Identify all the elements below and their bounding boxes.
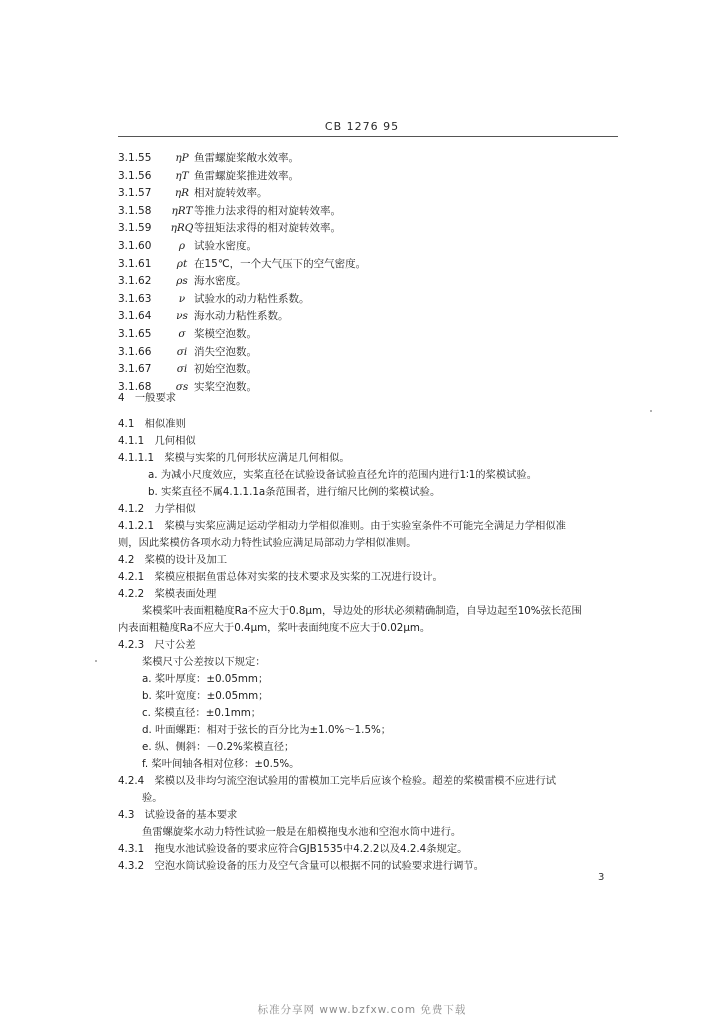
header-rule xyxy=(118,136,618,137)
standard-code-header: CB 1276 95 xyxy=(324,120,400,133)
section-heading-4-1-2: 4.1.2 力学相似 xyxy=(118,503,196,515)
symbol: ηT xyxy=(175,169,189,182)
clause-number: 3.1.56 xyxy=(118,169,152,182)
clause-4-3-2: 4.3.2 空泡水筒试验设备的压力及空气含量可以根据不同的试验要求进行调节。 xyxy=(118,860,484,872)
symbol: ηR xyxy=(174,187,190,200)
clause-4-1-1-1: 4.1.1.1 桨模与实桨的几何形状应满足几何相似。 xyxy=(118,452,350,464)
symbol: ηRQ xyxy=(170,222,194,235)
clause-number: 3.1.57 xyxy=(118,187,152,200)
watermark-footer: 标准分享网 www.bzfxw.com 免费下载 xyxy=(257,1004,467,1016)
symbol-definition: 试验水密度。 xyxy=(194,239,257,252)
symbol: σi xyxy=(176,363,188,376)
clause-4-2-2-line2: 内表面粗糙度Ra不应大于0.4μm，桨叶表面纯度不应大于0.02μm。 xyxy=(118,622,431,634)
clause-number: 3.1.59 xyxy=(118,222,152,235)
symbol-row xyxy=(118,150,618,168)
tolerance-item: d. 叶面螺距：相对于弦长的百分比为±1.0%～1.5%； xyxy=(142,724,392,736)
symbol-row xyxy=(118,291,618,309)
section-heading-4-1-1: 4.1.1 几何相似 xyxy=(118,435,196,447)
symbol-row xyxy=(118,168,618,186)
section-heading-4-2-2: 4.2.2 桨模表面处理 xyxy=(118,588,217,600)
tolerance-item: a. 桨叶厚度：±0.05mm； xyxy=(142,673,269,685)
symbol-list xyxy=(118,150,618,396)
symbol-row xyxy=(118,308,618,326)
symbol-definition: 海水密度。 xyxy=(194,275,247,288)
section-heading-4-2: 4.2 桨模的设计及加工 xyxy=(118,554,228,566)
tolerance-item: f. 桨叶间轴各相对位移：±0.5%。 xyxy=(142,758,300,770)
section-heading-4: 4 一般要求 xyxy=(118,392,177,404)
tolerance-intro: 桨模尺寸公差按以下规定： xyxy=(142,656,266,668)
clause-4-3-1: 4.3.1 拖曳水池试验设备的要求应符合GJB1535中4.2.2以及4.2.4条规定。 xyxy=(118,843,468,855)
clause-4-2-4-line2: 验。 xyxy=(142,792,163,804)
tolerance-item: c. 桨模直径：±0.1mm； xyxy=(142,707,262,719)
tolerance-item: b. 桨叶宽度：±0.05mm； xyxy=(142,690,269,702)
clause-4-2-1: 4.2.1 桨模应根据鱼雷总体对实桨的技术要求及实桨的工况进行设计。 xyxy=(118,571,443,583)
clause-number: 3.1.60 xyxy=(118,239,152,252)
section-heading-4-3: 4.3 试验设备的基本要求 xyxy=(118,809,238,821)
symbol: σ xyxy=(178,327,186,340)
symbol-definition: 桨模空泡数。 xyxy=(194,327,257,340)
tolerance-item: e. 纵、侧斜：－0.2%桨模直径； xyxy=(142,741,295,753)
symbol-row xyxy=(118,361,618,379)
page-number: 3 xyxy=(598,872,605,883)
symbol-definition: 消失空泡数。 xyxy=(194,345,257,358)
symbol-row xyxy=(118,203,618,221)
clause-4-1-2-1-line1: 4.1.2.1 桨模与实桨应满足运动学相动力学相似准则。由于实验室条件不可能完全满足力学相似准 xyxy=(118,520,566,532)
clause-number: 3.1.64 xyxy=(118,310,152,323)
clause-4-1-1-1b: b. 实桨直径不属4.1.1.1a条范围者，进行缩尺比例的桨模试验。 xyxy=(148,486,441,498)
clause-number: 3.1.66 xyxy=(118,345,152,358)
clause-number: 3.1.67 xyxy=(118,363,152,376)
section-heading-4-1: 4.1 相似准则 xyxy=(118,418,186,430)
clause-4-2-2-line1: 桨模桨叶表面粗糙度Ra不应大于0.8μm，导边处的形状必须精确制造，自导边起至10%弦长范围 xyxy=(142,605,582,617)
scan-speck xyxy=(95,660,97,662)
section-heading-4-2-3: 4.2.3 尺寸公差 xyxy=(118,639,196,651)
clause-number: 3.1.58 xyxy=(118,204,152,217)
symbol: νs xyxy=(176,310,188,323)
symbol: ρs xyxy=(176,275,188,288)
symbol-row xyxy=(118,256,618,274)
symbol: ρ xyxy=(178,239,186,252)
symbol-definition: 实桨空泡数。 xyxy=(194,380,257,393)
clause-number: 3.1.61 xyxy=(118,257,152,270)
clause-4-1-2-1-line2: 则，因此桨模仿各项水动力特性试验应满足局部动力学相似准则。 xyxy=(118,537,417,549)
symbol-row xyxy=(118,220,618,238)
symbol-definition: 鱼雷螺旋桨敞水效率。 xyxy=(194,152,299,164)
symbol-row xyxy=(118,185,618,203)
symbol: σs xyxy=(175,380,189,393)
clause-number: 3.1.63 xyxy=(118,292,152,305)
clause-4-1-1-1a: a. 为减小尺度效应，实桨直径在试验设备试验直径允许的范围内进行1∶1的桨模试验。 xyxy=(148,469,538,481)
scan-speck xyxy=(650,410,652,412)
clause-number: 3.1.65 xyxy=(118,327,152,340)
symbol-definition: 初始空泡数。 xyxy=(194,363,257,376)
symbol-row xyxy=(118,344,618,362)
symbol-row xyxy=(118,238,618,256)
symbol: ν xyxy=(178,292,186,305)
symbol: ηP xyxy=(175,152,189,164)
symbol-definition: 等推力法求得的相对旋转效率。 xyxy=(194,204,341,217)
symbol-definition: 相对旋转效率。 xyxy=(194,187,268,200)
symbol-row xyxy=(118,273,618,291)
clause-number: 3.1.62 xyxy=(118,275,152,288)
symbol: ηRT xyxy=(171,204,193,217)
symbol-row xyxy=(118,326,618,344)
symbol-row xyxy=(118,379,618,397)
symbol-definition: 海水动力粘性系数。 xyxy=(194,310,289,323)
clause-4-3-intro: 鱼雷螺旋桨水动力特性试验一般是在船模拖曳水池和空泡水筒中进行。 xyxy=(142,826,462,838)
symbol-definition: 等扭矩法求得的相对旋转效率。 xyxy=(194,222,341,235)
symbol: σi xyxy=(176,345,188,358)
clause-number: 3.1.55 xyxy=(118,152,152,164)
symbol-definition: 鱼雷螺旋桨推进效率。 xyxy=(194,169,299,182)
symbol: ρt xyxy=(176,257,188,270)
symbol-definition: 在15℃，一个大气压下的空气密度。 xyxy=(194,257,367,270)
clause-4-2-4-line1: 4.2.4 桨模以及非均匀流空泡试验用的雷模加工完毕后应该个检验。超差的桨模雷模不应进行试 xyxy=(118,775,557,787)
clause-number: 3.1.68 xyxy=(118,380,152,393)
symbol-definition: 试验水的动力粘性系数。 xyxy=(194,292,310,305)
